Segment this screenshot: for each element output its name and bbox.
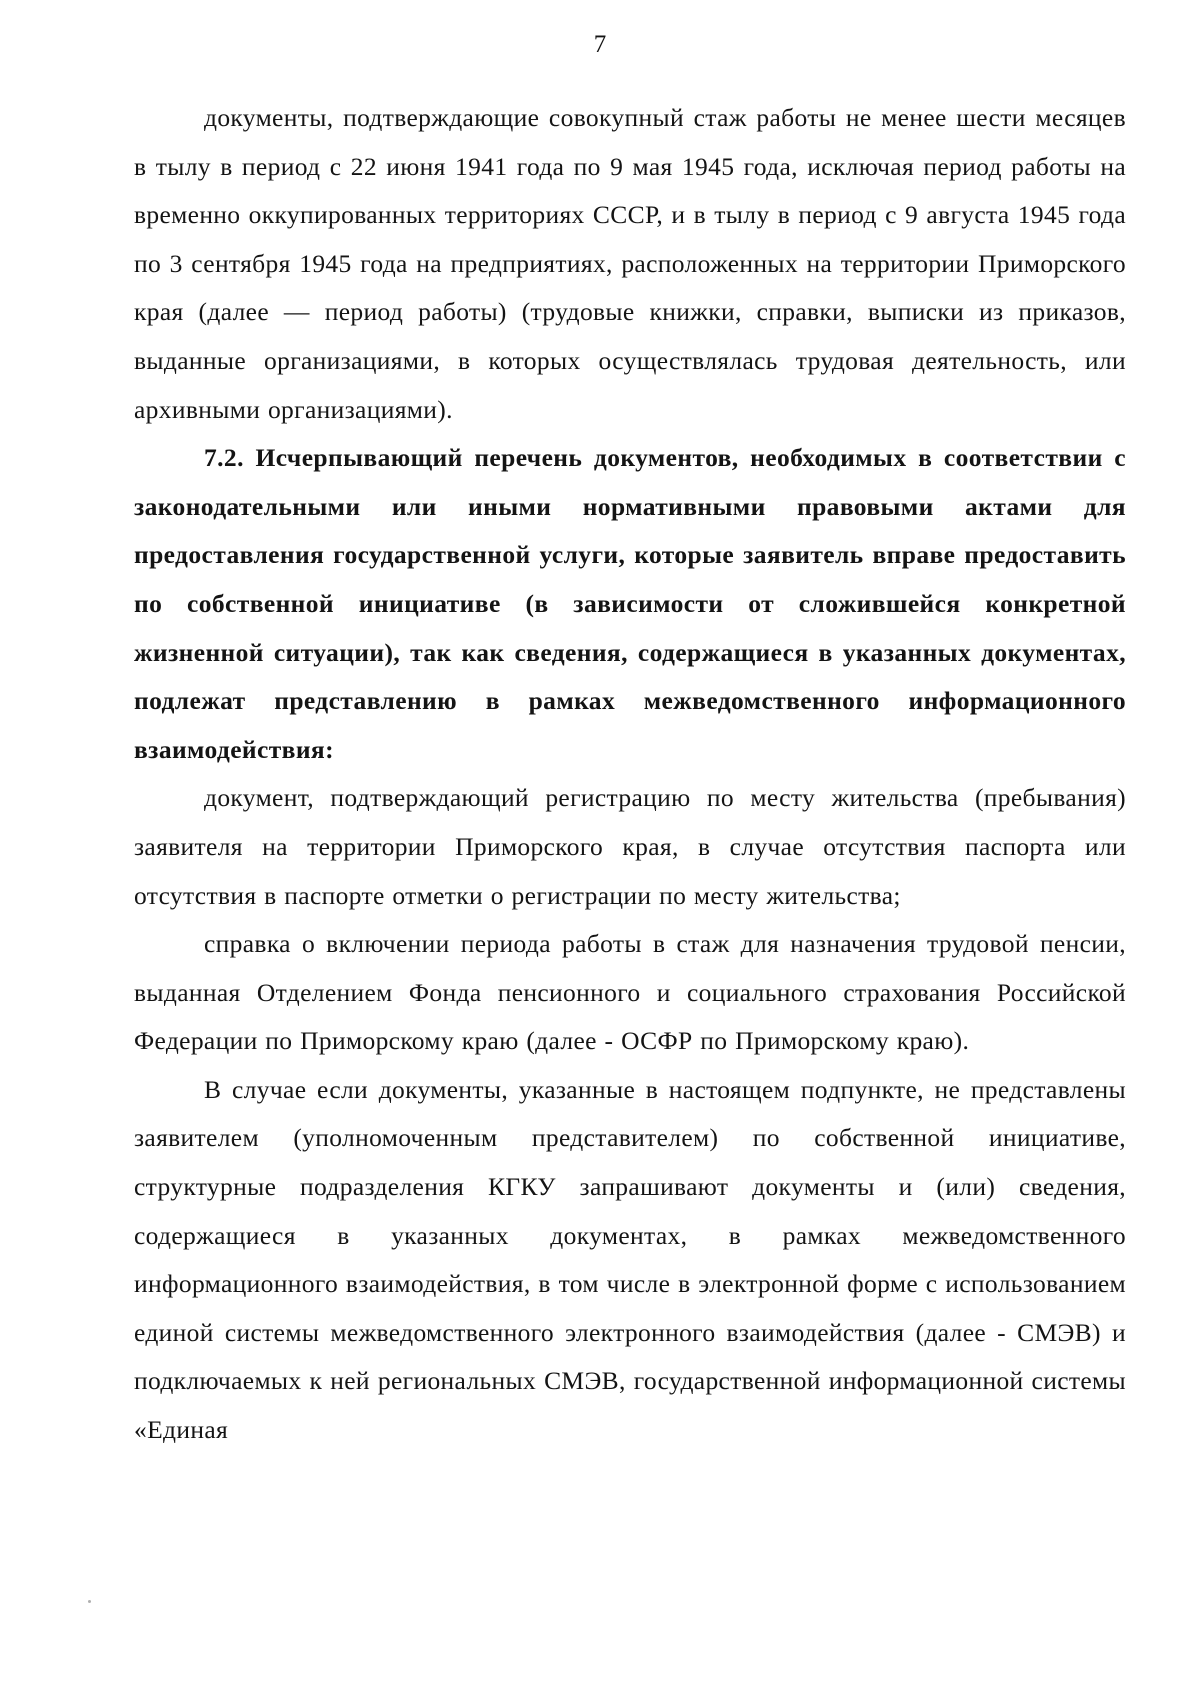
section-heading-7-2: 7.2. Исчерпывающий перечень документов, необходимых в соответствии с законодательными или иными нормативными правовыми актами для предоставления государственной услуги, которые заявитель вправе предоставить по собственной инициативе (в зависимости от сложившейся конкретной жизненной ситуации), так как сведения, содержащиеся в указанных документах, подлежат представлению в рамках межведомственного информационного взаимодействия:: [134, 443, 1126, 764]
paragraph-interagency-request: В случае если документы, указанные в настоящем подпункте, не представлены заявителем (уполномоченным представителем) по собственной инициативе, структурные подразделения КГКУ запрашивают документы и (или) сведения, содержащиеся в указанных документах, в рамках межведомственного информационного взаимодействия, в том числе в электронной форме с использованием единой системы межведомственного электронного взаимодействия (далее - СМЭВ) и подключаемых к ней региональных СМЭВ, государственной информационной системы «Единая: [134, 1074, 1126, 1445]
scan-speck: [88, 1600, 91, 1603]
page-number: 7: [593, 31, 607, 58]
document-body: [134, 94, 1126, 1455]
paragraph-registration-document: документ, подтверждающий регистрацию по месту жительства (пребывания) заявителя на территории Приморского края, в случае отсутствия паспорта или отсутствия в паспорте отметки о регистрации по месту жительства;: [134, 783, 1126, 910]
paragraph-pension-certificate: справка о включении периода работы в стаж для назначения трудовой пенсии, выданная Отделением Фонда пенсионного и социального страхования Российской Федерации по Приморскому краю (далее - ОСФР по Приморскому краю).: [134, 929, 1126, 1056]
paragraph-work-experience-documents: документы, подтверждающие совокупный стаж работы не менее шести месяцев в тылу в период с 22 июня 1941 года по 9 мая 1945 года, исключая период работы на временно оккупированных территориях СССР, и в тылу в период с 9 августа 1945 года по 3 сентября 1945 года на предприятиях, расположенных на территории Приморского края (далее — период работы) (трудовые книжки, справки, выписки из приказов, выданные организациями, в которых осуществлялась трудовая деятельность, или архивными организациями).: [134, 103, 1126, 424]
